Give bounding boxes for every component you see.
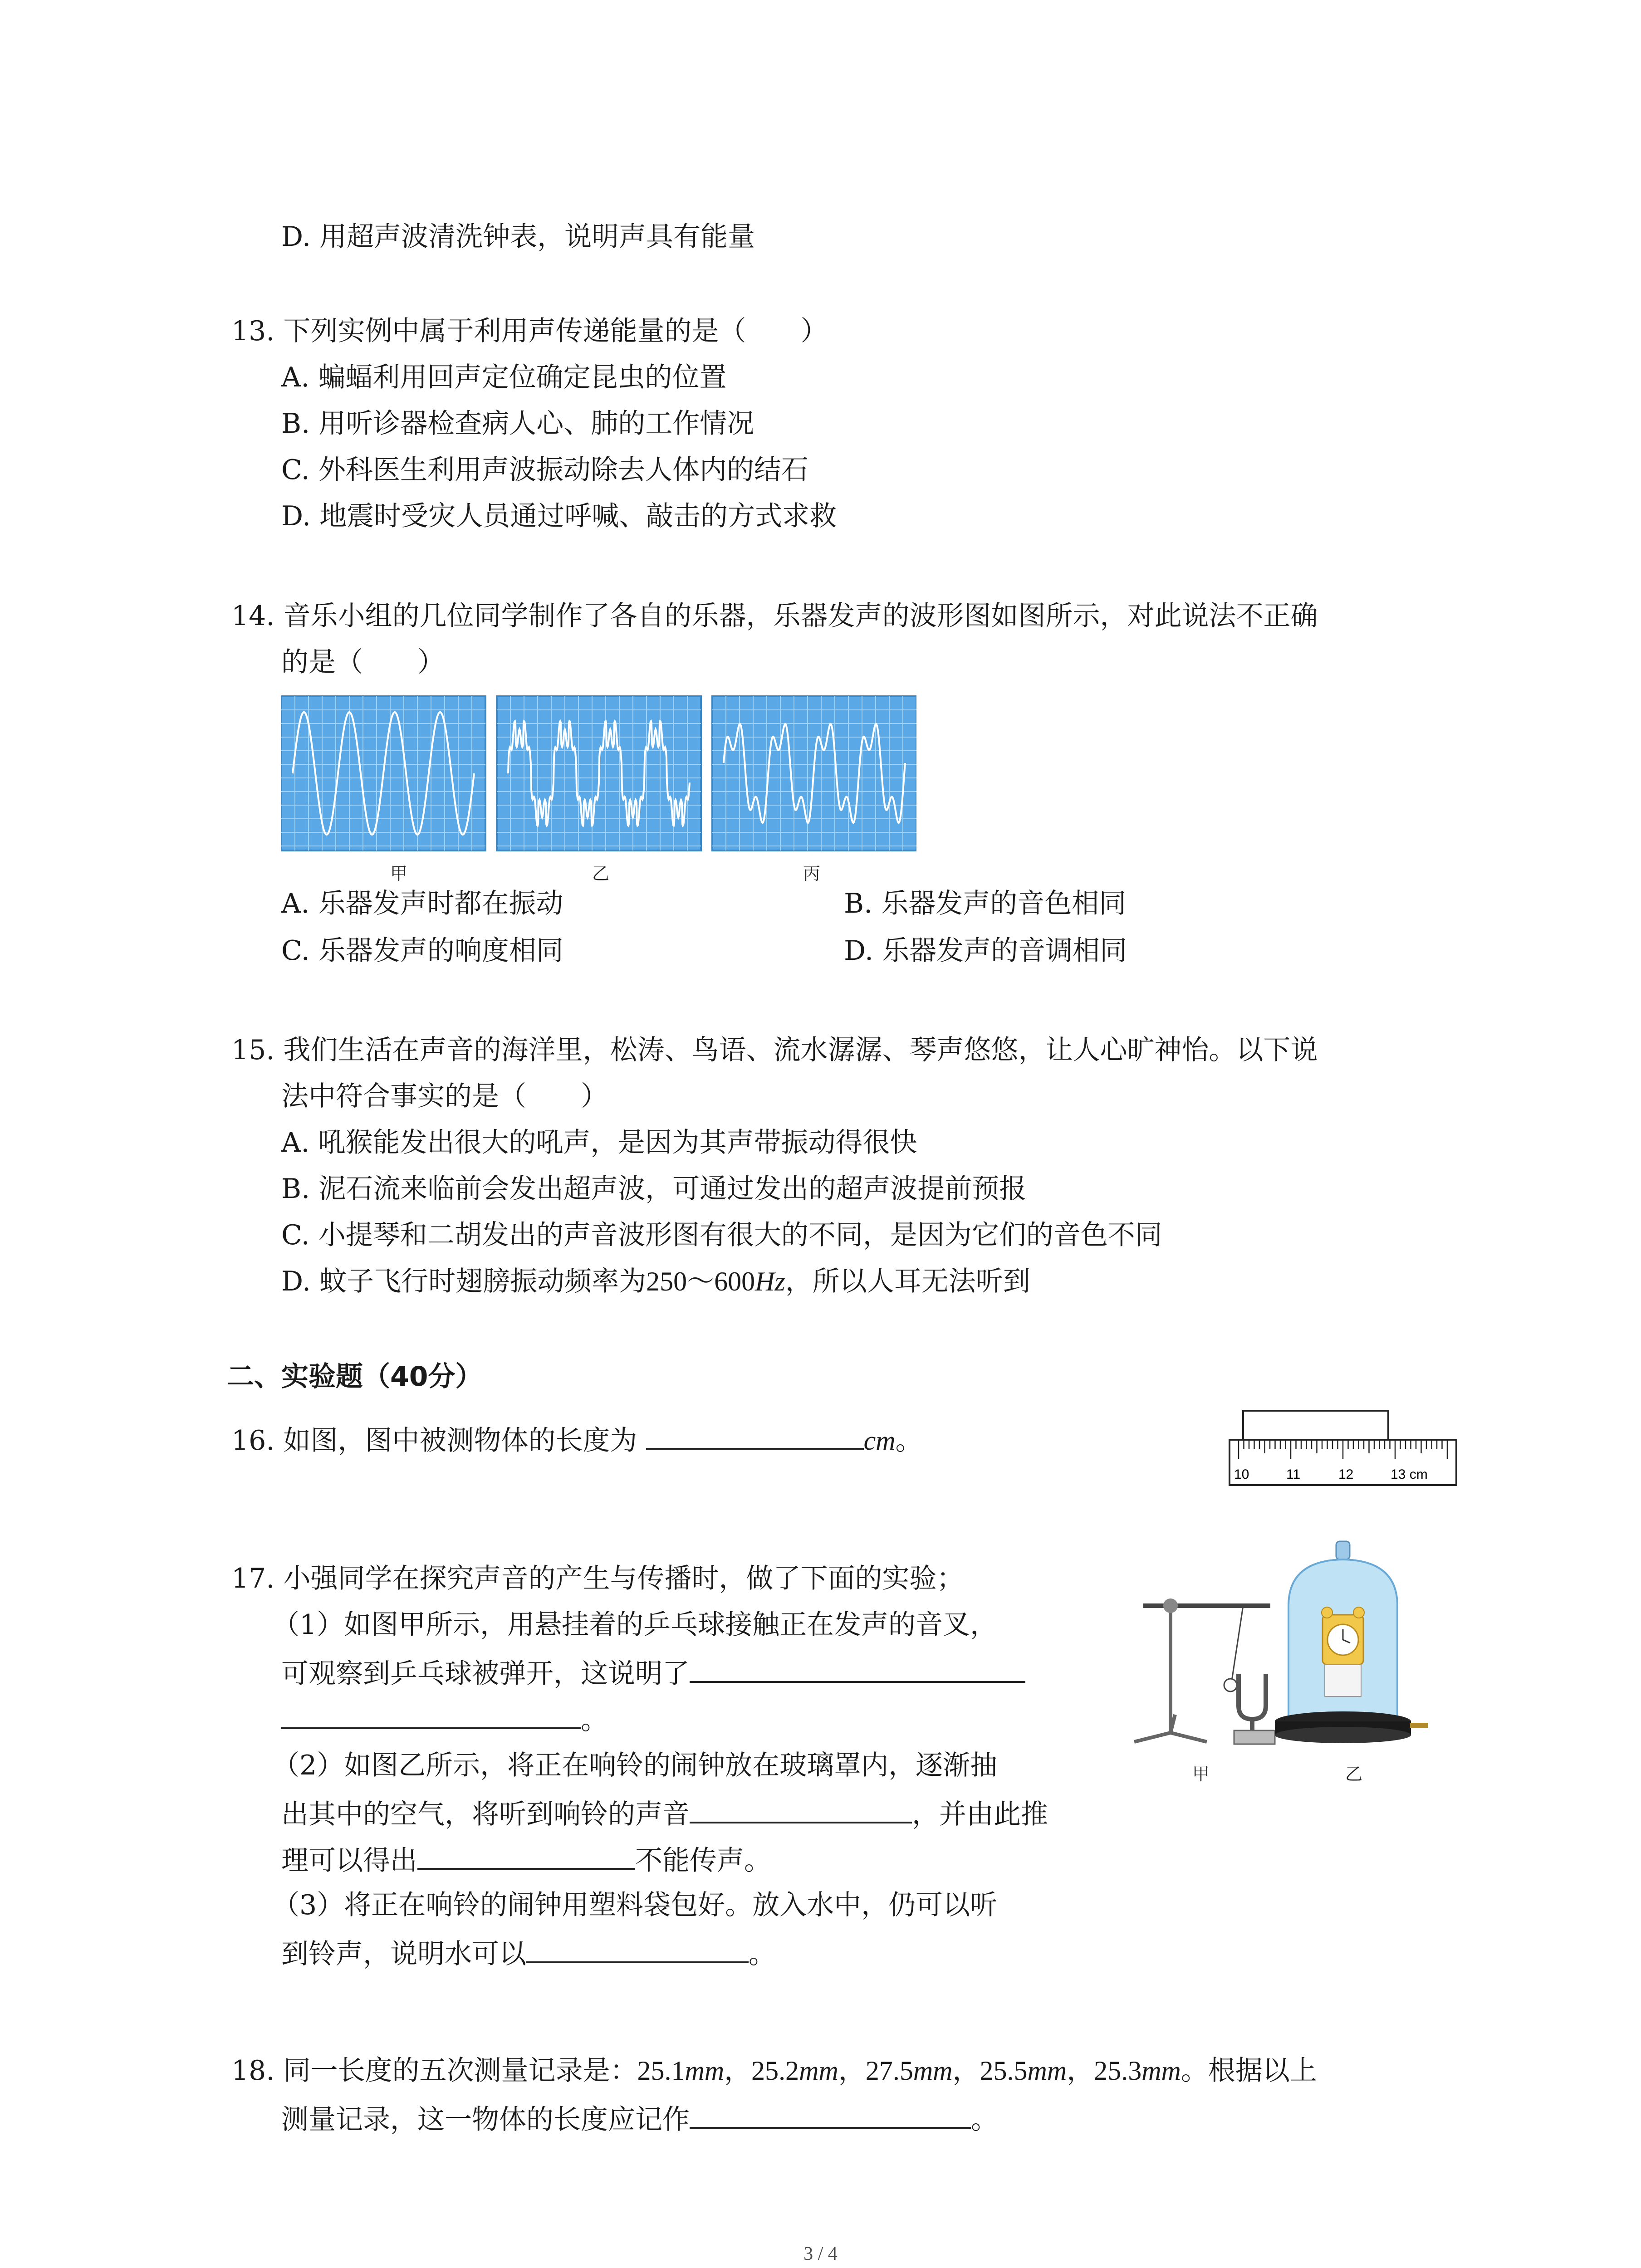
q17-p1-line2 bbox=[281, 1653, 1025, 1692]
q18-unit-4: mm bbox=[1027, 2056, 1067, 2086]
q13-stem: 13. 下列实例中属于利用声传递能量的是（ ） bbox=[231, 315, 828, 347]
waveform-panel-sine bbox=[281, 696, 485, 850]
q16-prefix: 16. 如图，图中被测物体的长度为 bbox=[231, 1425, 637, 1457]
q15-option-d-suffix: ，所以人耳无法听到 bbox=[785, 1266, 1030, 1297]
q18-line1: 18. 同一长度的五次测量记录是：25.1mm，25.2mm，27.5mm，25.5mm，25.3mm。根据以上 bbox=[231, 2055, 1317, 2087]
q13-option-c: C. 外科医生利用声波振动除去人体内的结石 bbox=[281, 454, 808, 486]
q17-p2-text-c: 理可以得出 bbox=[281, 1845, 417, 1877]
ruler-label-12: 12 bbox=[1338, 1467, 1354, 1482]
q15-stem-line1: 15. 我们生活在声音的海洋里，松涛、鸟语、流水潺潺、琴声悠悠，让人心旷神怡。以下说 bbox=[231, 1034, 1318, 1066]
q14-option-c: C. 乐器发声的响度相同 bbox=[281, 935, 563, 967]
q17-p2-line2 bbox=[281, 1794, 1048, 1833]
q14-stem-line2: 的是（ ） bbox=[281, 646, 445, 678]
q15-option-d-prefix: D. 蚊子飞行时翅膀振动频率为 bbox=[281, 1266, 647, 1297]
q18-line2 bbox=[281, 2099, 998, 2138]
q18-line2-suffix: 。 bbox=[971, 2104, 998, 2136]
q17-p2-blank-a[interactable] bbox=[690, 1794, 912, 1823]
q15-option-c: C. 小提琴和二胡发出的声音波形图有很大的不同，是因为它们的音色不同 bbox=[281, 1219, 1162, 1251]
q17-p1-blank-b[interactable] bbox=[281, 1699, 581, 1729]
q18-line2-prefix: 测量记录，这一物体的长度应记作 bbox=[281, 2104, 690, 2136]
q17-stem: 17. 小强同学在探究声音的产生与传播时，做了下面的实验； bbox=[231, 1563, 964, 1594]
q17-p2-text-b: ，并由此推 bbox=[912, 1799, 1048, 1830]
q18-unit-3: mm bbox=[913, 2056, 953, 2086]
q16-question bbox=[231, 1420, 923, 1459]
q18-m3: 27.5 bbox=[865, 2056, 913, 2086]
q18-m4: 25.5 bbox=[980, 2056, 1028, 2086]
q15-option-d-range: 250～600 bbox=[646, 1266, 755, 1296]
page-number: 3 / 4 bbox=[803, 2244, 838, 2264]
waveform-panel-bing bbox=[712, 696, 916, 850]
wave-label-bing: 丙 bbox=[803, 865, 821, 884]
waveform-panel-yi bbox=[497, 696, 701, 850]
waveform-figure bbox=[281, 694, 916, 857]
q17-p2-blank-b[interactable] bbox=[417, 1840, 635, 1870]
q16-unit: cm bbox=[863, 1426, 896, 1456]
ruler-label-11: 11 bbox=[1286, 1467, 1301, 1482]
q17-p1-text: 可观察到乒乓球被弹开，这说明了 bbox=[281, 1658, 690, 1690]
q13-option-b: B. 用听诊器检查病人心、肺的工作情况 bbox=[281, 408, 754, 440]
q12-option-d: D. 用超声波清洗钟表，说明声具有能量 bbox=[281, 221, 755, 253]
section-title: 二、实验题（40分） bbox=[227, 1361, 483, 1393]
q13-option-d: D. 地震时受灾人员通过呼喊、敲击的方式求救 bbox=[281, 500, 837, 532]
q18-unit-5: mm bbox=[1141, 2056, 1181, 2086]
q17-p3-text-b: 。 bbox=[749, 1938, 776, 1970]
q15-option-d-unit: Hz bbox=[755, 1266, 785, 1296]
q18-m2: 25.2 bbox=[751, 2056, 799, 2086]
q14-option-d: D. 乐器发声的音调相同 bbox=[844, 935, 1127, 967]
ping-pong-ball bbox=[1224, 1679, 1237, 1691]
ruler-figure bbox=[1225, 1406, 1461, 1492]
q16-suffix: 。 bbox=[895, 1425, 923, 1457]
q18-unit-1: mm bbox=[685, 2056, 725, 2086]
q17-p3-line2 bbox=[281, 1933, 776, 1972]
q17-p1-blank-a[interactable] bbox=[690, 1653, 1025, 1683]
bell-jar-drawing bbox=[1275, 1538, 1438, 1746]
q18-unit-2: mm bbox=[799, 2056, 838, 2086]
q13-option-a: A. 蝙蝠利用回声定位确定昆虫的位置 bbox=[281, 362, 727, 393]
ruler-drawing bbox=[1225, 1406, 1461, 1492]
q18-answer-blank[interactable] bbox=[690, 2099, 971, 2129]
fig-label-jia: 甲 bbox=[1192, 1765, 1210, 1784]
q17-p1-end: 。 bbox=[581, 1704, 608, 1736]
q17-p3-line1: （3）将正在响铃的闹钟用塑料袋包好。放入水中，仍可以听 bbox=[272, 1889, 998, 1921]
q17-p2-line1: （2）如图乙所示，将正在响铃的闹钟放在玻璃罩内，逐渐抽 bbox=[272, 1750, 998, 1781]
q16-answer-blank[interactable] bbox=[646, 1420, 864, 1450]
q15-option-d bbox=[281, 1263, 1030, 1300]
ruler-label-13: 13 cm bbox=[1391, 1467, 1428, 1482]
q15-option-a: A. 吼猴能发出很大的吼声，是因为其声带振动得很快 bbox=[281, 1127, 917, 1158]
q17-p2-text-d: 不能传声。 bbox=[635, 1845, 771, 1877]
q18-m5: 25.3 bbox=[1094, 2056, 1142, 2086]
q17-p3-blank[interactable] bbox=[526, 1933, 749, 1963]
q18-m1: 25.1 bbox=[637, 2056, 685, 2086]
measured-object bbox=[1243, 1411, 1388, 1440]
q18-suffix: 。根据以上 bbox=[1181, 2055, 1317, 2087]
q14-stem-line1: 14. 音乐小组的几位同学制作了各自的乐器，乐器发声的波形图如图所示，对此说法不正确 bbox=[231, 600, 1318, 632]
wave-label-jia: 甲 bbox=[390, 865, 408, 884]
waveform-panels bbox=[281, 694, 916, 857]
ruler-label-10: 10 bbox=[1234, 1467, 1249, 1482]
wave-label-yi: 乙 bbox=[592, 865, 610, 884]
q17-p2-line3 bbox=[281, 1840, 771, 1879]
tuning-fork bbox=[1239, 1674, 1266, 1719]
q18-prefix: 18. 同一长度的五次测量记录是： bbox=[231, 2055, 637, 2087]
q14-option-a: A. 乐器发声时都在振动 bbox=[281, 888, 563, 919]
q15-option-b: B. 泥石流来临前会发出超声波，可通过发出的超声波提前预报 bbox=[281, 1173, 1027, 1205]
q17-p1-line1: （1）如图甲所示，用悬挂着的乒乓球接触正在发声的音叉， bbox=[272, 1609, 998, 1641]
q17-p2-text-a: 出其中的空气，将听到响铃的声音 bbox=[281, 1799, 690, 1830]
q17-p3-text-a: 到铃声，说明水可以 bbox=[281, 1938, 526, 1970]
q14-option-b: B. 乐器发声的音色相同 bbox=[844, 888, 1127, 919]
q17-p1-line3 bbox=[281, 1699, 608, 1738]
q15-stem-line2: 法中符合事实的是（ ） bbox=[281, 1080, 608, 1112]
bell-jar-figure bbox=[1275, 1538, 1438, 1746]
fig-label-yi: 乙 bbox=[1345, 1765, 1363, 1784]
